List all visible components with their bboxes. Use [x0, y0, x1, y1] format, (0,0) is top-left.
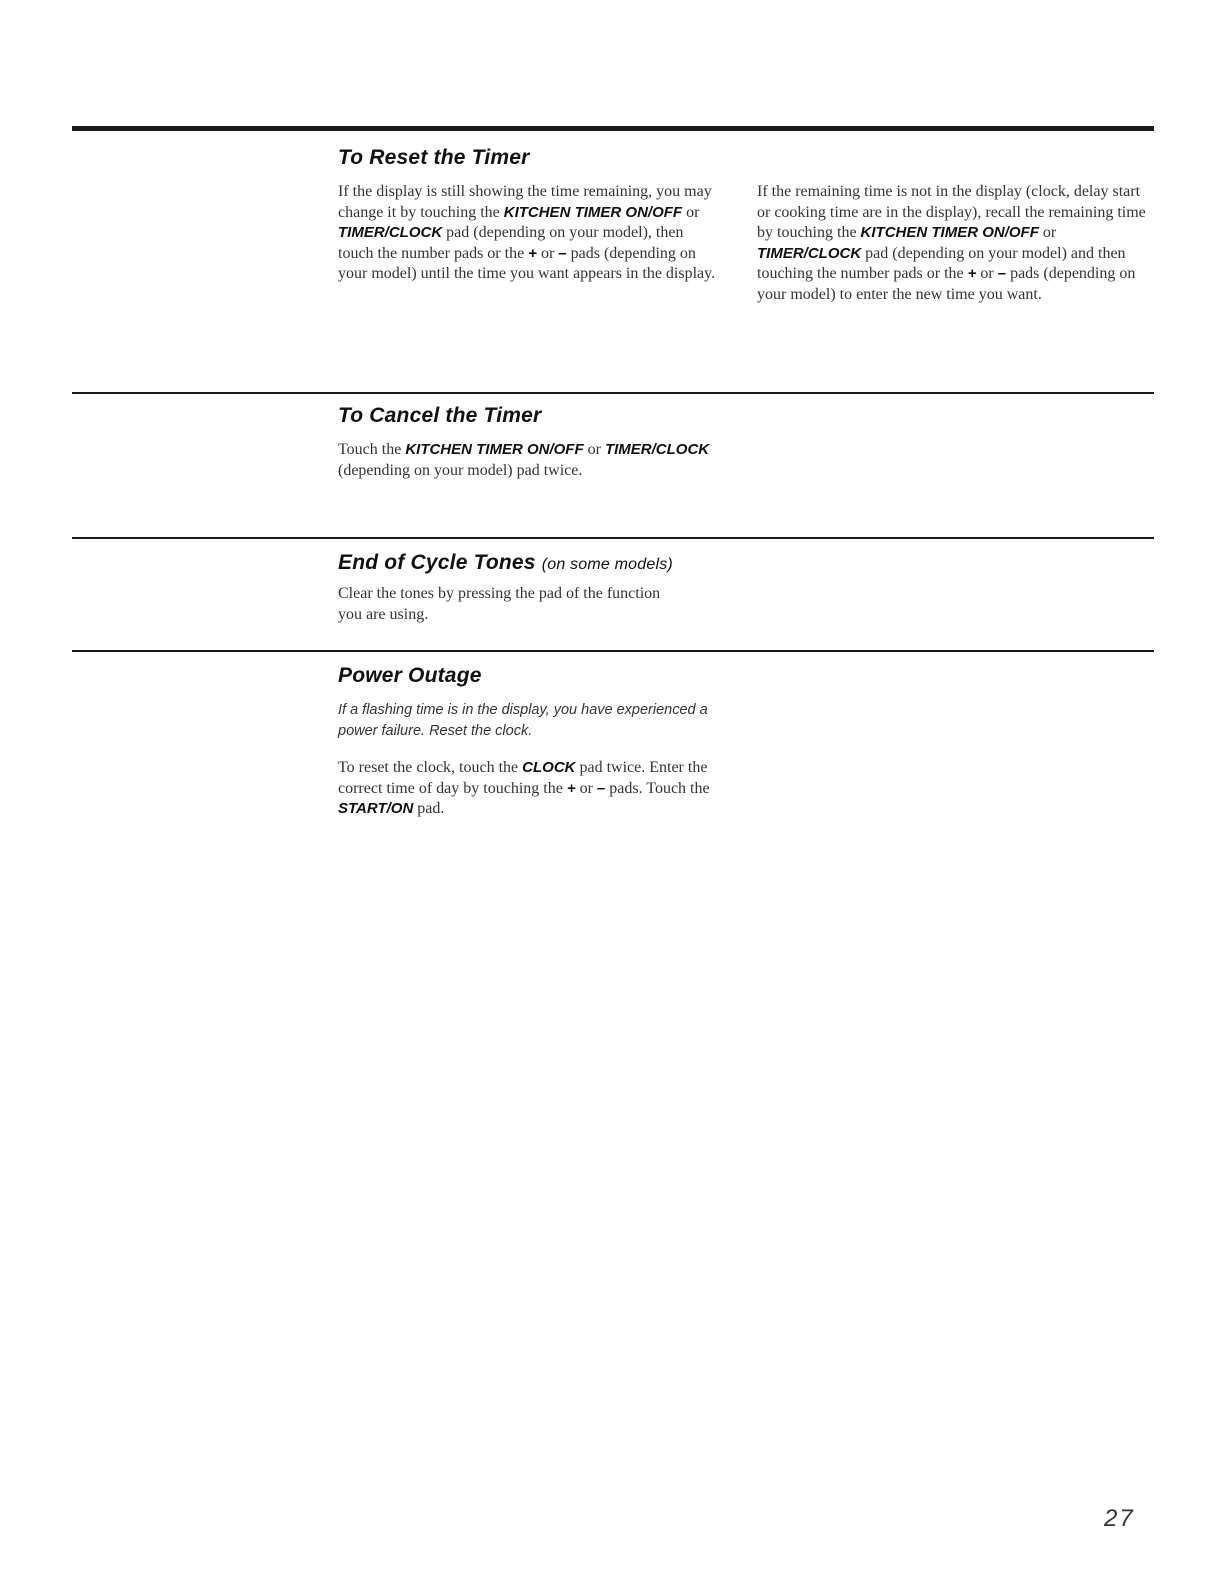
kitchen-timer-key-label: KITCHEN TIMER ON/OFF: [860, 224, 1039, 241]
power-outage-heading: Power Outage: [338, 664, 482, 687]
power-outage-warning: If a flashing time is in the display, you have experienced a power failure. Reset the clock.: [338, 702, 708, 739]
model-note: (on some models): [541, 556, 673, 573]
section-divider: [72, 392, 1154, 394]
start-on-key-label: START/ON: [338, 800, 414, 817]
end-of-cycle-tones-paragraph: Clear the tones by pressing the pad of the function you are using.: [338, 585, 661, 623]
reset-timer-left-paragraph: If the display is still showing the time remaining, you may change it by touching the KITCHEN TIMER ON/OFF or TIMER/CLOCK pad (depending on your model), then touch the number pads or the + or – pads (depending on your model) until the time you want appears in the display.: [338, 183, 716, 282]
section-divider: [72, 650, 1154, 652]
timer-clock-key-label: TIMER/CLOCK: [757, 244, 862, 262]
top-rule: [72, 126, 1154, 131]
cancel-timer-heading: To Cancel the Timer: [338, 404, 542, 427]
section-divider: [72, 537, 1154, 539]
kitchen-timer-key-label: KITCHEN TIMER ON/OFF: [405, 441, 584, 458]
end-of-cycle-tones-heading: End of Cycle Tones (on some models): [338, 551, 673, 574]
minus-key-label: –: [596, 779, 606, 797]
minus-key-label: –: [997, 265, 1007, 282]
minus-key-label: –: [558, 244, 567, 262]
timer-clock-key-label: TIMER/CLOCK: [338, 224, 443, 241]
clock-key-label: CLOCK: [522, 759, 576, 776]
reset-timer-heading: To Reset the Timer: [338, 146, 530, 169]
page-number: 27: [1104, 1505, 1135, 1532]
reset-timer-right-paragraph: If the remaining time is not in the display (clock, delay start or cooking time are in the display), recall the remaining time by touching the KITCHEN TIMER ON/OFF or TIMER/CLOCK pad (depending on your model) and then touching the number pads or the + or – pads (depending on your model) to enter the new time you want.: [757, 183, 1146, 303]
plus-key-label: +: [528, 244, 537, 262]
cancel-timer-paragraph: Touch the KITCHEN TIMER ON/OFF or TIMER/CLOCK (depending on your model) pad twice.: [338, 441, 710, 479]
plus-key-label: +: [566, 779, 576, 797]
plus-key-label: +: [967, 265, 977, 282]
kitchen-timer-key-label: KITCHEN TIMER ON/OFF: [503, 203, 683, 221]
timer-clock-key-label: TIMER/CLOCK: [604, 441, 710, 458]
power-outage-paragraph: To reset the clock, touch the CLOCK pad twice. Enter the correct time of day by touching the + or – pads. Touch the START/ON pad.: [338, 759, 710, 817]
